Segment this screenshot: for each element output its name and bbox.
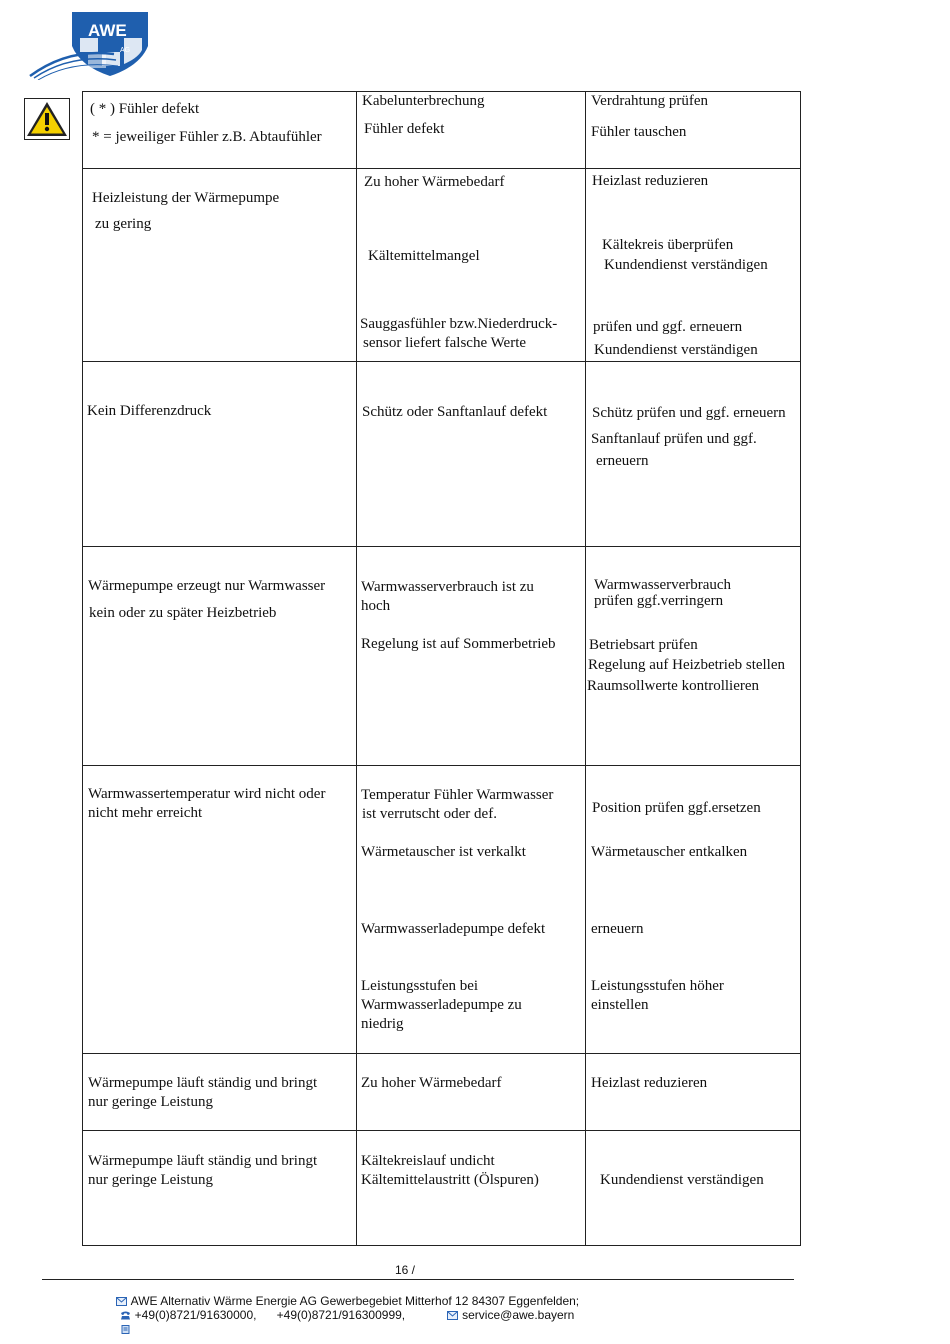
table-cell-text: Zu hoher Wärmebedarf	[364, 174, 505, 190]
table-cell-text: Regelung auf Heizbetrieb stellen	[588, 657, 786, 673]
footer-phone: +49(0)8721/91630000,	[134, 1308, 257, 1322]
phone-icon	[120, 1311, 131, 1320]
table-cell-text: Heizlast reduzieren	[591, 1075, 708, 1091]
table-cell-text: Wärmepumpe läuft ständig und bringt	[88, 1075, 318, 1091]
page-number: 16 /	[395, 1263, 416, 1277]
table-cell-text: Kundendienst verständigen	[604, 257, 768, 273]
awe-logo	[28, 8, 158, 80]
table-cell-text: * = jeweiliger Fühler z.B. Abtaufühler	[92, 129, 322, 145]
table-cell-text: Wärmepumpe läuft ständig und bringt	[88, 1153, 318, 1169]
table-cell-text: Regelung ist auf Sommerbetrieb	[361, 636, 556, 652]
table-cell-text: einstellen	[591, 997, 649, 1013]
email-icon	[116, 1297, 127, 1306]
table-cell-text: Kundendienst verständigen	[594, 342, 758, 358]
table-cell-text: hoch	[361, 598, 391, 614]
table-cell-text: erneuern	[591, 921, 644, 937]
table-cell-text: Warmwassertemperatur wird nicht oder	[88, 786, 326, 802]
table-cell-text: Kabelunterbrechung	[362, 93, 485, 109]
table-cell-text: erneuern	[596, 453, 649, 469]
table-cell-text: nur geringe Leistung	[88, 1094, 213, 1110]
table-cell-text: Wärmepumpe erzeugt nur Warmwasser	[88, 578, 326, 594]
table-cell-text: Heizleistung der Wärmepumpe	[92, 190, 280, 206]
email-icon	[447, 1311, 458, 1320]
table-cell-text: Sanftanlauf prüfen und ggf.	[591, 431, 757, 447]
table-cell-text: Kältekreis überprüfen	[602, 237, 734, 253]
table-cell-text: Fühler defekt	[364, 121, 445, 137]
table-cell-text: Wärmetauscher ist verkalkt	[361, 844, 526, 860]
table-cell-text: Zu hoher Wärmebedarf	[361, 1075, 502, 1091]
footer-contact-line	[270, 1294, 574, 1322]
table-cell-text: Position prüfen ggf.ersetzen	[592, 800, 761, 816]
table-cell-text: Kältekreislauf undicht	[361, 1153, 495, 1169]
footer-fax: +49(0)8721/916300999,	[276, 1308, 406, 1322]
svg-text:AWE: AWE	[88, 21, 127, 40]
table-cell-text: Schütz prüfen und ggf. erneuern	[592, 405, 786, 421]
footer-email: service@awe.bayern	[462, 1308, 575, 1322]
table-cell-text: Temperatur Fühler Warmwasser	[361, 787, 554, 803]
warning-icon	[24, 98, 70, 140]
table-cell-text: Heizlast reduzieren	[592, 173, 709, 189]
table-cell-text: Kundendienst verständigen	[600, 1172, 764, 1188]
table-cell-text: Schütz oder Sanftanlauf defekt	[362, 404, 548, 420]
table-cell-text: nur geringe Leistung	[88, 1172, 213, 1188]
table-cell-text: prüfen und ggf. erneuern	[593, 319, 743, 335]
svg-text:AG: AG	[120, 47, 131, 54]
table-cell-text: kein oder zu später Heizbetrieb	[89, 605, 277, 621]
table-cell-text: sensor liefert falsche Werte	[363, 335, 527, 351]
table-cell-text: Warmwasserverbrauch ist zu	[361, 579, 534, 595]
table-cell-text: Warmwasserverbrauch	[594, 577, 732, 593]
table-cell-text: Raumsollwerte kontrollieren	[587, 678, 760, 694]
table-cell-text: Warmwasserladepumpe defekt	[361, 921, 546, 937]
table-cell-text: niedrig	[361, 1016, 404, 1032]
table-cell-text: ( * ) Fühler defekt	[90, 101, 200, 117]
table-cell-text: zu gering	[95, 216, 152, 232]
table-cell-text: Leistungsstufen höher	[591, 978, 724, 994]
table-cell-text: Kein Differenzdruck	[87, 403, 212, 419]
table-cell-text: Warmwasserladepumpe zu	[361, 997, 522, 1013]
table-cell-text: Kältemittelmangel	[368, 248, 480, 264]
fax-icon	[120, 1325, 131, 1334]
footer-company-address: AWE Alternativ Wärme Energie AG Gewerbegebiet Mitterhof 12 84307 Eggenfelden;	[130, 1294, 580, 1308]
table-cell-text: Kältemittelaustritt (Ölspuren)	[361, 1172, 539, 1188]
table-cell-text: Betriebsart prüfen	[589, 637, 698, 653]
table-cell-text: Sauggasfühler bzw.Niederdruck-	[360, 316, 558, 332]
table-cell-text: nicht mehr erreicht	[88, 805, 203, 821]
table-cell-text: prüfen ggf.verringern	[594, 593, 724, 609]
table-cell-text: Leistungsstufen bei	[361, 978, 479, 994]
table-cell-text: Verdrahtung prüfen	[591, 93, 709, 109]
table-cell-text: Fühler tauschen	[591, 124, 687, 140]
table-cell-text: Wärmetauscher entkalken	[591, 844, 748, 860]
table-cell-text: ist verrutscht oder def.	[362, 806, 497, 822]
